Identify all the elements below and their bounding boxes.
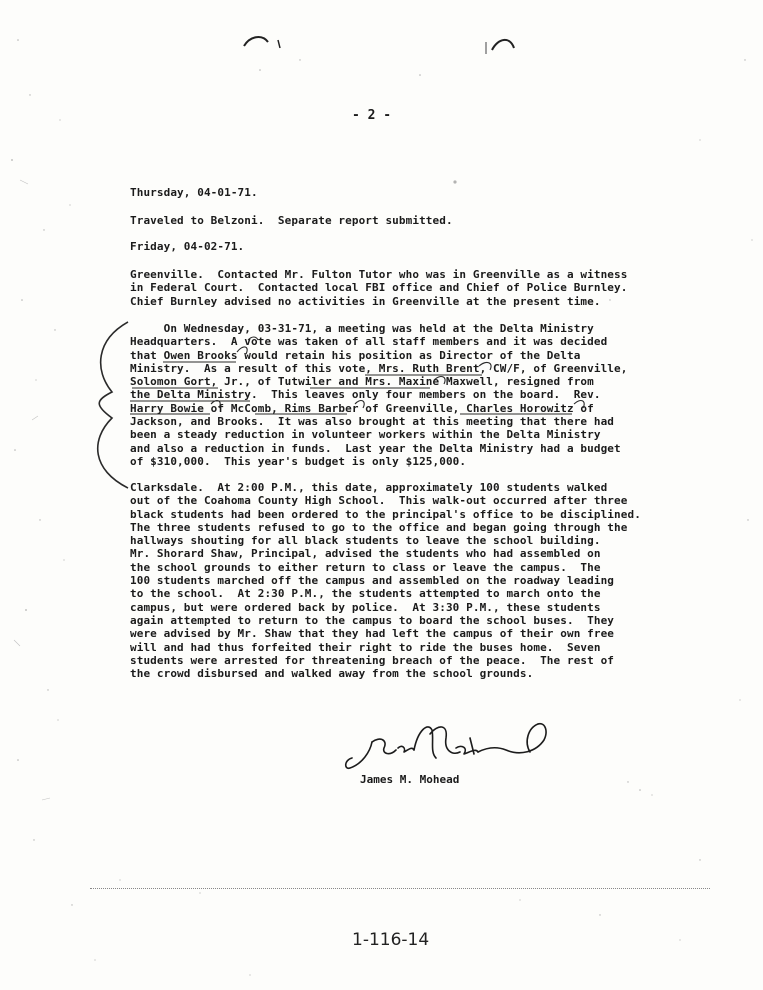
entry-belzoni: Traveled to Belzoni. Separate report submitted. xyxy=(130,214,453,227)
entry-date-friday: Friday, 04-02-71. xyxy=(130,240,245,253)
signature-typed-name: James M. Mohead xyxy=(360,773,460,786)
paragraph-greenville: Greenville. Contacted Mr. Fulton Tutor who was in Greenville as a witness in Federal Court. Contacted local FBI office and Chief of Police Burnley. Chief Burnley advised no activities in Greenville at the present time. xyxy=(130,268,628,308)
page-number: - 2 - xyxy=(352,108,392,123)
paragraph-delta-ministry: On Wednesday, 03-31-71, a meeting was held at the Delta Ministry Headquarters. A vote was taken of all staff members and it was decided that Owen Brooks would retain his position as Director of the Delta Ministry. As a result of this vote, Mrs. Ruth Brent, CW/F, of Greenville, Solomon Gort, Jr., of Tutwiler and Mrs. Maxine Maxwell, resigned from the Delta Ministry. This leaves only four members on the board. Rev. Harry Bowie of McComb, Rims Barber of Greenville, Charles Horowitz of Jackson, and Brooks. It was also brought at this meeting that there had been a steady reduction in volunteer workers within the Delta Ministry and also a reduction in funds. Last year the Delta Ministry had a budget of $310,000. This year's budget is only $125,000. xyxy=(130,322,628,468)
file-number: 1-116-14 xyxy=(352,930,430,950)
paragraph-clarksdale: Clarksdale. At 2:00 P.M., this date, approximately 100 students walked out of the Coahoma County High School. This walk-out occurred after three black students had been ordered to the principal's office to be disciplined. The three students refused to go to the office and began going through the hallways shouting for all black students to leave the school building. Mr. Shorard Shaw, Principal, advised the students who had assembled on the school grounds to either return to class or leave the campus. The 100 students marched off the campus and assembled on the roadway leading to the school. At 2:30 P.M., the students attempted to march onto the campus, but were ordered back by police. At 3:30 P.M., these students again attempted to return to the campus to board the school buses. They were advised by Mr. Shaw that they had left the campus of their own free will and had thus forfeited their right to ride the buses home. Seven students were arrested for threatening breach of the peace. The rest of the crowd disbursed and walked away from the school grounds. xyxy=(130,481,641,681)
entry-date-thursday: Thursday, 04-01-71. xyxy=(130,186,258,199)
bottom-rule xyxy=(90,888,710,890)
